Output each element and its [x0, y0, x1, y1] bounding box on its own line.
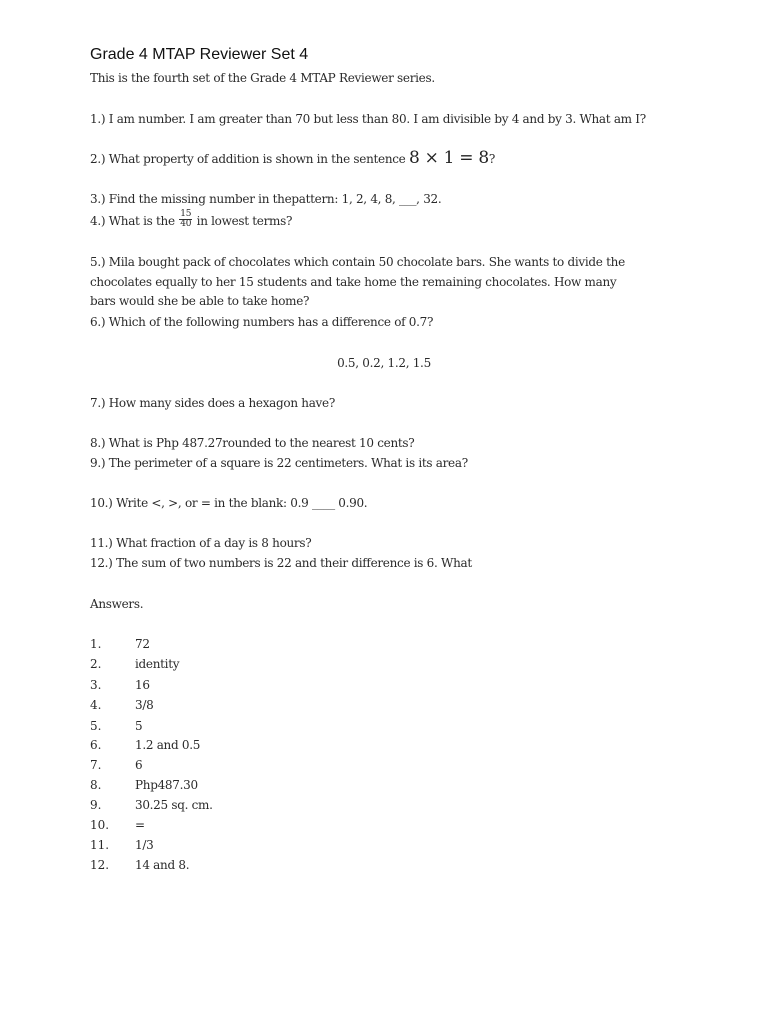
question-4-fraction	[179, 210, 192, 229]
answer-number: 2.	[90, 657, 102, 671]
answer-number: 5.	[90, 719, 102, 733]
answer-number: 6.	[90, 738, 102, 752]
answer-number: 7.	[90, 758, 102, 772]
answer-number: 12.	[90, 858, 110, 872]
answer-value: 1.2 and 0.5	[135, 738, 201, 752]
question-4-text: 4.) What is the	[90, 214, 179, 228]
question-3: 3.) Find the missing number in thepattern: 1, 2, 4, 8, ___, 32.	[90, 192, 442, 206]
page-title: Grade 4 MTAP Reviewer Set 4	[90, 46, 309, 63]
answers-heading: Answers.	[90, 597, 144, 611]
question-1: 1.) I am number. I am greater than 70 but less than 80. I am divisible by 4 and by 3. What am I?	[90, 112, 646, 126]
answer-value: 6	[135, 758, 143, 772]
question-2-equation: 8 × 1 = 8	[409, 148, 489, 168]
fraction-numerator: 15	[180, 209, 192, 219]
question-5-line-1: 5.) Mila bought pack of chocolates which contain 50 chocolate bars. She wants to divide the	[90, 255, 625, 269]
question-6: 6.) Which of the following numbers has a difference of 0.7?	[90, 315, 434, 329]
answer-number: 3.	[90, 678, 102, 692]
answer-number: 10.	[90, 818, 110, 832]
question-12: 12.) The sum of two numbers is 22 and their difference is 6. What	[90, 556, 472, 570]
question-5-line-2: chocolates equally to her 15 students and take home the remaining chocolates. How many	[90, 275, 617, 289]
answer-value: 5	[135, 719, 143, 733]
fraction-denominator: 40	[180, 219, 192, 229]
intro-text: This is the fourth set of the Grade 4 MTAP Reviewer series.	[90, 71, 435, 85]
question-11: 11.) What fraction of a day is 8 hours?	[90, 536, 312, 550]
question-2-end: ?	[488, 152, 496, 166]
question-2	[90, 148, 495, 169]
answer-value: 16	[135, 678, 150, 692]
answer-value: identity	[135, 657, 180, 671]
answer-value: 1/3	[135, 838, 154, 852]
question-2-text: 2.) What property of addition is shown in the sentence	[90, 152, 410, 166]
question-4-end: in lowest terms?	[193, 214, 293, 228]
question-5-line-3: bars would she be able to take home?	[90, 294, 310, 308]
answer-value: 14 and 8.	[135, 858, 190, 872]
answer-value: 3/8	[135, 698, 154, 712]
question-7: 7.) How many sides does a hexagon have?	[90, 396, 335, 410]
answer-number: 8.	[90, 778, 102, 792]
answer-value: 72	[135, 637, 150, 651]
answer-value: Php487.30	[135, 778, 198, 792]
question-6-options: 0.5, 0.2, 1.2, 1.5	[337, 356, 431, 370]
answer-value: =	[135, 818, 145, 832]
question-9: 9.) The perimeter of a square is 22 centimeters. What is its area?	[90, 456, 468, 470]
answer-value: 30.25 sq. cm.	[135, 798, 213, 812]
answer-number: 9.	[90, 798, 102, 812]
answer-number: 1.	[90, 637, 102, 651]
answer-number: 4.	[90, 698, 102, 712]
question-8: 8.) What is Php 487.27rounded to the nearest 10 cents?	[90, 436, 415, 450]
answer-number: 11.	[90, 838, 110, 852]
question-4	[90, 211, 292, 231]
question-10: 10.) Write <, >, or = in the blank: 0.9 ____ 0.90.	[90, 496, 368, 510]
